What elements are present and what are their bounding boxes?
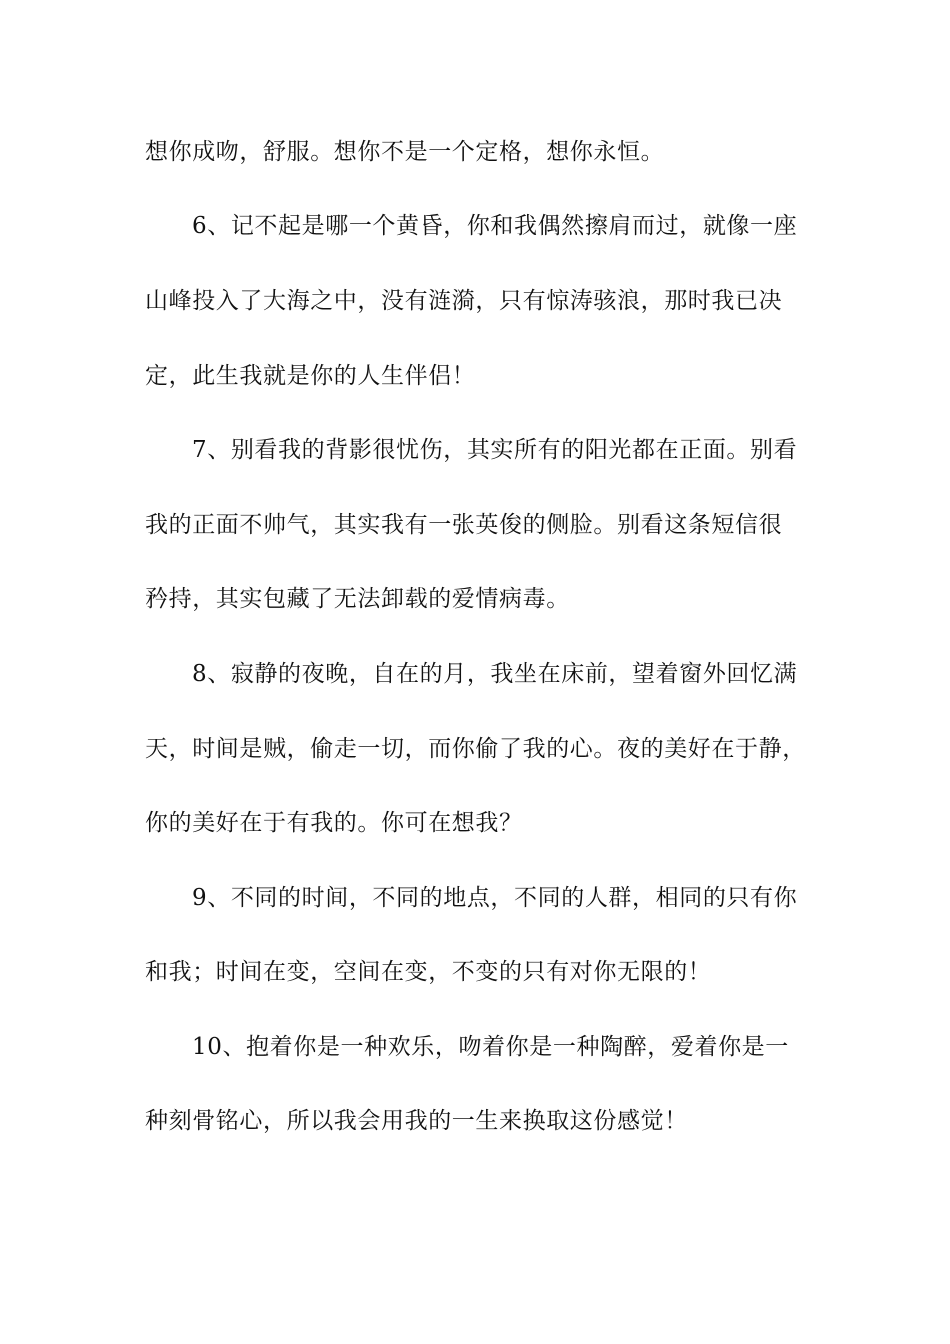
paragraph-8-line-2: 天，时间是贼，偷走一切，而你偷了我的心。夜的美好在于静，: [145, 736, 806, 762]
paragraph-9-line-1: 9、不同的时间，不同的地点，不同的人群，相同的只有你: [192, 885, 798, 911]
paragraph-7-line-1: 7、别看我的背影很忧伤，其实所有的阳光都在正面。别看: [192, 437, 798, 463]
paragraph-7-line-2: 我的正面不帅气，其实我有一张英俊的侧脸。别看这条短信很: [145, 512, 783, 538]
paragraph-6-line-1: 6、记不起是哪一个黄昏，你和我偶然擦肩而过，就像一座: [192, 213, 798, 239]
paragraph-10-line-2: 种刻骨铭心，所以我会用我的一生来换取这份感觉！: [145, 1108, 688, 1134]
text-line: 想你成吻，舒服。想你不是一个定格，想你永恒。: [145, 139, 665, 165]
paragraph-10-line-1: 10、抱着你是一种欢乐，吻着你是一种陶醉，爱着你是一: [192, 1034, 789, 1060]
paragraph-8-line-3: 你的美好在于有我的。你可在想我？: [145, 810, 523, 836]
paragraph-7-line-3: 矜持，其实包藏了无法卸载的爱情病毒。: [145, 586, 570, 612]
paragraph-9-line-2: 和我；时间在变，空间在变，不变的只有对你无限的！: [145, 959, 712, 985]
paragraph-6-line-3: 定，此生我就是你的人生伴侣！: [145, 363, 476, 389]
paragraph-8-line-1: 8、寂静的夜晚，自在的月，我坐在床前，望着窗外回忆满: [192, 661, 798, 687]
paragraph-6-line-2: 山峰投入了大海之中，没有涟漪，只有惊涛骇浪，那时我已决: [145, 288, 783, 314]
